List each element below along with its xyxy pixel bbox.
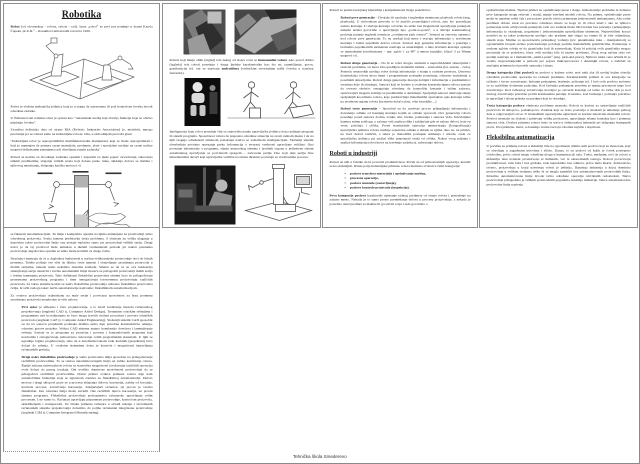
gripper-comparison-drawing	[26, 171, 138, 228]
humanoid-paragraph: Roboti koji imaju oblik (izgled) tela nekog od sisara zovu se humanoidni roboti. Ako pored oblika (izgleda) tela roboti poseduju i druge ljudske karakteristike kao što su: razmišljanje, govor, gestikulacija itd. oni se nazivaju androidima (veštačkim stvorenjima nalik čoveku u naučnoj fantastici).	[169, 58, 314, 75]
flexible-automation-paragraph: U početku su primene robota u industriji bile na ogromnom obimu onih poslova koji su monotoni, koji se obavljaju u zagađenim uslovima i slično. Danas, to su poslovi od kojih je čovek postepeno oslobođen, pošto roboti imaju određenu ulogu u humanizaciji rada. Treba, međutim, reći da roboti u industriju nisu uvedeni prvenstveno iz humanih, već iz ekonomskih razloga. Roboti povećavaju produktivnost, rade brže i bez grešaka, rade neprekidno bez odmora, prave malo škarta. Jednostavno rečeno, proizvodnja u kojoj učestvuju roboti je jeftinija. Današnja industrija u kojoj dominira proizvodnja u velikim serijama teško bi se mogla zamisliti bez automatizovanih proizvodnih linija. Klasične automatizovane linije izvode tačno određene operacije utvrđenim redosledom. Takva proizvodnja prilagođena je velikim proizvodnim pogonima današnje industrije. Takve automatizovane proizvodne linije nazivaju	[486, 143, 631, 187]
industrial-robot-photo-1	[184, 10, 226, 55]
robot-station-drawing	[240, 162, 318, 224]
category-2-lead: Druga kategorija (fini poslovi)	[486, 70, 534, 75]
generation-2-lead: Roboti druge generacije	[340, 60, 378, 65]
webster-paragraph: U Websterovom rečniku robot je opisan kao: "automatski uređaj koji obavlja funkcije koje se obično pripisuju čoveku".	[10, 116, 153, 125]
photo-row-top	[184, 10, 314, 55]
intelligence-paragraph: Inteligencija koju robot poseduje čini sa stanovišta nauke upravljačka jedinica koja realizuje program ili sistem programa. Sposobnost robota da prepozna određene situacije na svom radnom mestu i da na njih reaguje određenom izmenom ponašanja naziva se veštačkom inteligencijom. Složeniji sistemi obezbeđuju povratno sprezanje preko informacija o stvarnoj vrednosti upravljane veličine. Ona povezuje informacije o programu, stanju senzorskog sistema i izvršnih organa u jedinstven sistem automatskog upravljanja sa povratnom spregom – zatvorenu petlju. Deo koji daje petlju čine inkrementalni davači koji upravljačke veličine na izlazu direktno povezuju sa vrednostima procesa.	[169, 129, 314, 160]
second-condition-lead: Drugi uslov fleksibilne proizvodnje	[21, 354, 75, 359]
page-5-content	[4, 228, 159, 422]
usage-paragraph: Roboti se koriste za izvođenje zadataka opasnih i napornih za ljude poput: zavarivanja, rukovanja teškim predmetima, slaganja velikih tereta koji dolaze preko trake, skidanja delova sa mašina i njihovog montiranja, sklapanja kućišta motora i sl.	[10, 154, 153, 168]
generation-3-paragraph: Roboti treće generacije – Sposobni su da razdvoje proces prikupljanja informacija i donošenja odluke od kasnijeg kretanja kojim se odluka sprovodi. Ova generacija robota poseduje pored senzora dodira, zvuka, sile, brzine, pomeranja i senzore vida. Televizijska kamera snima podlogu, a računar vrši analizu slike i zaključuje gde se nalaze delovi, koje su vrste, položaja i oblika. Pored standardnih operacija memorisanja (fotografisanja) upravljačka jedinica robota uređuje sopstvene odluke u skladu sa njima. Ako su, na primer, na traci delovi različiti, a takav je metodički postupak snimanja i obrade, onda će upravljačka jedinica pri analizi slike prepoznati svaki od oblika. Nakon ovog prijema i analize informacija robot kreće na izvršenje zadatka tj. zahvatanje delova.	[340, 106, 471, 145]
page-1-content	[4, 4, 159, 228]
category-1-paragraph: Prva kategorija poslova karakteriše uzimanje radnog predmeta od strane robota i prenošenje na zadano mesto. Nekada je to samo prosto premeštanje delova u procesu proizvodnje, a nekada je potrebno uzeti predmet sa mašine ili ga staviti u nju i tada govorimo o	[329, 193, 471, 206]
bullet-dot-icon: •	[344, 176, 346, 181]
category-bullet-4: • poslove kontrole proizvoda (inspekcija).	[344, 185, 410, 190]
industry-section-heading: Roboti u industriji	[329, 149, 378, 157]
photo-row-bottom	[175, 162, 314, 224]
flexible-automation-heading: Fleksibilna automatizacija	[486, 133, 555, 141]
category-1-lead: Prva kategorija poslova	[329, 193, 366, 198]
category-bullet-1: • poslove transfera materijala i opsluživanje mašina,	[344, 171, 427, 176]
fixed-automation-continuation: se fiksnom automatizacijom. Tu linije i kompletna oprema na njima namenjene su proizvodnji samo određenog proizvoda. Svaka izmena predstavlja dosta problema. S obzirom na velika ulaganja u kupovinu takve proizvodne linije ona postaje isplativa samo pri proizvodnji velikih serija. Drugi uslov je da taj proizvod bude aktuelan u dužem vremenskom periodu jer nakon prestanka proizvodnje angažovana oprema se teško može koristiti za druge svrhe.	[10, 232, 153, 254]
android-robot-photo	[185, 78, 221, 126]
page-4	[479, 3, 638, 228]
generations-intro: Roboti se prema istorijskoj hijerarhiji i kompleksnosti mogu podeliti na:	[329, 8, 431, 12]
category-bullet-2: • procesne operacije,	[344, 176, 379, 181]
category-1-continuation: opsluživanju mašina. Tipičan primer su opsluživanje prese i druge. Jednostavnije probleme iz domena prve kategorije mogu rešavati i stariji, manje savršeni modeli robota. Na primer, opsluživanje prese može se uspešno rešiti čak i pre pojave pravih robota primenom jednostavnih mehanizama. Ako radni predmeti dolaze uvek na precizno određeno mesto sa koga će ih robot uzeti i ako se njihovo pomeranje uvek odvija istom putanjom, tada ceo zadatak može biti izveden bez praćenja i prikupljanja informacija iz okruženja, pogodnim i jednostavnijim upravljačkim sistemom. Nepredviđeni koraci nerešivi su za takve jednostavne uređaje: ako predmet nije stigao na vreme ili je loše orijentisan, sistem staje. Mašine sa sposobnošću prinudnog vođenja (tzv. pneumatske ruke – manipulatori) sa ograničenim brojem tačaka pozicioniranja položaje postižu mehaničkim graničnicima. Pomeranje u svakom zglobu odvija se do graničnika koji ih zaustavljaju. Kada bi položaj ovih graničnika mogao preciznije da se podešava, klasa ovih uređaja bila bi znatno proširena. Zbog svog načina rada ovi uređaji nazivaju se i mehanizmi „uzmi-i-pusti“ (eng. pick-and-place). Njihova niska cena učinila ih je veoma rasprostranjenim u periodu pre pojave mikroprocesora i današnjih robota, a zadržali su značajnu primenu kod prostih operacija i danas.	[486, 8, 631, 68]
industry-intro-paragraph: Roboti su ušli u fabrike da bi povećali produktivnost. Počeli su od jednostavnijih operacija, krenuli se ka složenijim. Danas polja industrijske primene robota možemo svrstati u četiri kategorije:	[329, 159, 471, 169]
page-1	[3, 3, 160, 228]
intro-paragraph: Robot (od slovenskog - robota, rabota - rad). Izraz „robot“ se prvi put pominje u drami Karela Čapeka „R.U.R.“ – Rosumovi univerzalni roboti iz 1920.	[10, 24, 153, 33]
definition-paragraph: Robot je složena mehanička jedinica koja je u stanju da autonomno ili pod kontrolom čoveka izvodi određene zadatke.	[10, 104, 153, 113]
page-2-content	[163, 4, 320, 228]
page-5	[3, 227, 160, 452]
page-4-content	[480, 4, 637, 194]
page-2	[162, 3, 321, 228]
category-bullet-3: • poslove montaže (sastavljanje),	[344, 180, 397, 185]
worker-machine-photo	[175, 165, 236, 224]
ria-paragraph: Zvanična definicija data od strane RIA (Robotic Industries Association) je, možebiti, mnogo preciznija jer se odnosi samo na industrijske robote. Ona, u slobodnijem prevodu glasi:	[10, 127, 153, 136]
trends-paragraph: Stručnjaci smatraju da će u doglednoj budućnosti u načinu velikoserijske proizvodnje doći do bitnih promena. Tržište počinje sve više da diktira česte izmene i obnavljanje asortimana proizvoda u malim serijama, nekada samo nekoliko desetina komada. Smatra se da će se ova tendencija smanjivanja serija nastaviti i većina automatskih linija moraće se prilagoditi proizvodnji malih serija i čestim izmenama proizvoda. Tako definisani fleksibilni proizvodni sistemi brzo se prilagođavaju promenama proizvodnog programa i time omogućavaju istovremenu proizvodnju različitih proizvoda. Za takve sisteme koristi se naziv fleksibilna proizvodnja odnosno fleksibilna proizvodna ćelija. Iz svih razloga takav način automatizacije nazivamo: fleksibilnom automatizacijom.	[10, 256, 153, 291]
bullet-dot-icon: •	[344, 185, 346, 190]
footer-text: Tehnička škola Smederevo	[293, 454, 347, 459]
category-3-paragraph: Treća kategorija poslova obuhvata probleme montaže. Roboti se koriste za sastavljanje različitih proizvoda ili sklopova, podsklopova. Zadatak koji se često postavlja u montaži je umetanje jednog dela u odgovarajući otvor. U montažnim operacijama uglavnom se koriste takozvani montažni roboti. Poslovi montaže su složeni i zahtevaju veliku preciznost, upravljanje silama kontakta kao i primenu senzora vida. Ovakva primena robota često se sreće u elektronskoj industriji pri sklapanju štampanih ploča. Ova primena, inače, u današnje vreme razvoju robotike najviše i doprinosi.	[486, 103, 631, 129]
generation-3-lead: Roboti treće generacije	[340, 106, 378, 111]
category-2-paragraph: Druga kategorija (fini poslovi) su poslovi u kojima robot nosi neki alat ili uređaj kojim obavlja određenu proizvodnu operaciju na radnom predmetu. Karakteristični primeri iz ove kategorije su tačkasto i šavno zavarivanje, farbanje prskanjem, brušenje, poliranje itd. I kod ovih poslova srećemo se sa različitim dodatnim zadacima. Kod farbanja prskanjem potrebna je manja preciznost nego kod zavarivanja. Kod tačkastog zavarivanja dovoljno je ostvariti kretanje od tačke do tačke dok je kod šavnog zavarivanja potrebno pratiti kontinualnu putanju. Konačno, kod brušenja i poliranja potrebno je upravljati i silom pritiska na predmet koji se obrađuje.	[486, 70, 631, 101]
industrial-robot-photo-2	[235, 10, 297, 55]
category-3-lead: Treća kategorija poslova	[486, 103, 525, 108]
walking-figures-drawing	[226, 78, 318, 126]
second-condition-paragraph: Drugi uslov fleksibilne proizvodnje je sama proizvodna linija sposobna na prilagođavanje različitim proizvodima. To se rešava automatizovanjem linija uz veliko korišćenje robota. Ranije isticana univerzalnost robota sa stanovišta mogućnosti izvršavanja različitih operacija ovde dolazi do punog izražaja. Oni uveliko doprinose sposobnosti proizvodnje da se prilagođava različitim proizvodima. Dobar primer ovakve primene robota daje nam automobilska industrija koja se uglavnom zasniva na fleksibilnoj automatizaciji. Delovi motora i drugi sklopovi prate se u procesu sklapanja delova: karoserija, zaštita od korozije, kontrola procesa, zavarivanje karoserije. Zaključujući rečenicu, taj proces je veoma fleksibilan. Ista robotska linija može zavariti više različitih tipova karoserija, uz prostu izmenu programa. Fleksibilna proizvodnja podrazumeva računarsko upravljanje celim procesom. I ne samo to. Računari upravljaju pripremom proizvodnje, kontrolom proizvoda, skladištenjem i transportom. Uz široku primenu računara u obradi rešenja i savremenih računarskih sistema projektovanja dolazimo do pojma računarski integrisane proizvodnje (engleski CIM tj. Computer Integrated Manufacturing).	[21, 354, 153, 415]
first-condition-lead: Prvi uslov	[21, 304, 38, 309]
generation-2-paragraph: Roboti druge generacije – Da bi se robot mogao snalaziti u nepredviđenim situacijama i rešavati probleme, on mora biti opremljen dodatnim čulima – senzorima (lat. sensus – čulo). Pomoću senzorskih uređaja robot dobija informacije o stanju u radnom prostoru. Osnovna konstrukcija robota mora imati i programirane postupke ponašanja, odnosno snalaženja u posebnim situacijama. Roboti druge generacije moraju dobijati i informacije o predmetima i stvarima koje ih okružuju. Senzori koji se koriste u ovakvim konstrukcijama robota nastoje da ostvare sledeće: omogućuju robotima da kontrolišu kretanje i težinu zahvata, sprečavajući moguće kolizije sa predmetima u okruženju. Spoljašnji senzori otkrivaju stanje spoljašnjih koordinata robota, koje predstavljaju matematički apstraktan opis kretanja tačke na izvršnom organu robota (na mestu držača alata, vrha hvataljke…)	[340, 60, 471, 104]
robot-cell-drawing	[24, 36, 139, 102]
page-3	[322, 3, 478, 228]
humanoid-term: humanoidni roboti	[258, 58, 287, 62]
android-figure-row	[185, 78, 314, 126]
bullet-dot-icon: •	[344, 171, 346, 176]
android-term: androidima	[221, 66, 240, 71]
sheet-footer	[1, 449, 639, 464]
ria-quote: "Industrijski robot je reprogramibilni multifunkcionalni manipulator koji se može reprogramirati i koji je namenjen da pomera razne materijale, predmete, alate i specijalne uređaje na razne načine unapred definisanim putanjama radi obavljanja raznih zadataka"	[10, 139, 153, 152]
conditions-intro-paragraph: Za ovakvu proizvodnju orijentisanu na male serije i povećanu sposobnost za brzu promenu asortimana proizvoda neophodno je više uslova:	[10, 293, 153, 302]
generation-1-lead: Roboti prve generacije	[340, 15, 375, 20]
document-title: Robotika	[61, 9, 102, 20]
page-3-content	[323, 4, 477, 213]
intro-lead: Robot	[10, 24, 20, 29]
first-condition-paragraph: Prvi uslov je efikasno i brzo projektovanje, a to znači korišćenje metoda računarskog projektovanja (engleski CAD tj. Computer Aided Design). Trenutnim crtačkim rešenjima i programima nad koordinatama se brzo mogu izvršiti složeni proračuni i provere tehničkih proizvoda (engleski CAE tj. Computer Aided Engineering). Složeniji sistemi CAD sposobni su da na osnovu projektnih podataka mašina sama daje potrebna konstruktivna rešenja, odnosno gotove projekte. Većina CAD sistema znatno komfornije dovršava i izmenjivanje rešenja. Sastoje se iz programa za proračun i proveru i komandovanih programa koji kontrolišu i omogućavaju jednostavno rukovanje celim programskim sistemom. U njih se ugrađuje logika projektovanja, tako da u automatizovanom radu korisnik (projektant) brzo dolazi do rešenja. U ovakvim sistemima dosta je kontrole i mogućnosti ispravljanja računarskih grešaka.	[21, 304, 153, 352]
generation-1-paragraph: Roboti prve generacije – Dvojako ih nazivaju i engleskim terminom: playback roboti (eng. playback). U slobodnom prevodu to bi značilo ponavljajući roboti, zato što ponavljaju zadato kretanje. U slučaju kretanja od tačke do tačke bez mogućnosti upravljanja putanjom između tačaka govorimo o upravljanju tipa „point-to-point“, a u slučaju kontinualnog praćenja putanje engleski termin je „continuous path control“. Senzori su osnovna oprema i kod robota prve generacije. To su uređaji koji mere i vraćaju informacije o izvršenom kretanju i brzini pojedinih delova robota. Senzori koji generišu informacije o položaju i brzinama pojedinačnih elemenata nazivaju se unutrašnjim, a tako izvršena kretanja opisuju se unutrašnjim koordinatama – npr. zglob 1 za 90° u smeru kazaljke, klizač 3 za 30mm unapred i sl.	[340, 15, 471, 58]
bullet-dot-icon: •	[344, 180, 346, 185]
